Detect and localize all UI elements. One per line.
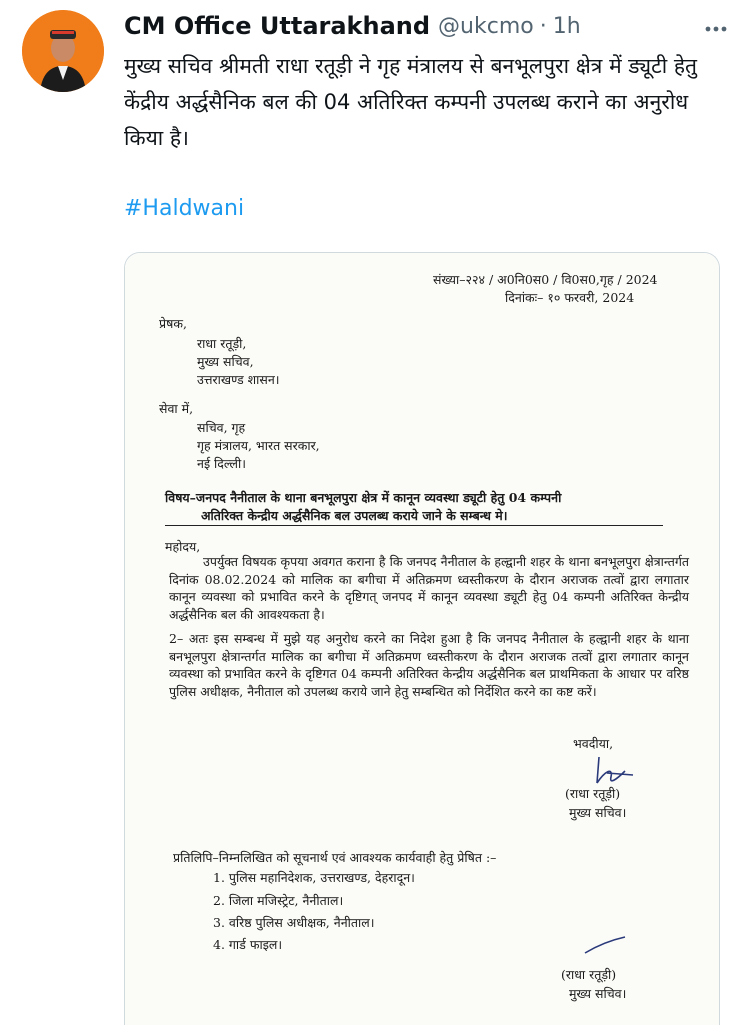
signature-title: मुख्य सचिव। [569, 805, 627, 820]
subject-line-1: विषय–जनपद नैनीताल के थाना बनभूलपुरा क्षेत्र में कानून व्यवस्था ड्यूटी हेतु 04 कम्पनी [165, 490, 562, 505]
author-name[interactable]: CM Office Uttarakhand [124, 12, 431, 40]
closing: भवदीया, [573, 736, 614, 751]
paragraph-1: उपर्युक्त विषयक कृपया अवगत कराना है कि जनपद नैनीताल के हल्द्वानी शहर के थाना बनभूलपुरा क्षेत्रान्तर्गत दिनांक 08.02.2024 को मालिक का बगीचा में अतिक्रमण ध्वस्तीकरण के दौरान अराजक तत्वों द्वारा लगातार कानून व्यवस्था को प्रभावित करने के दृष्टिगत् जनपद में कानून व्यवस्था ड्यूटी हेतु 04 कम्पनी अतिरिक्त केन्द्रीय अर्द्धसैनिक बल की आवश्यकता है। [169, 554, 689, 622]
copy-item: 2. जिला मजिस्ट्रेट, नैनीताल। [213, 893, 344, 908]
signature-title-2: मुख्य सचिव। [569, 986, 627, 1001]
from-label: प्रेषक, [159, 316, 187, 331]
copy-item: 1. पुलिस महानिदेशक, उत्तराखण्ड, देहरादून। [213, 870, 415, 885]
letter-reference: संख्या–२२४ / अ0नि0स0 / वि0स0,गृह / 2024 [433, 272, 658, 287]
copy-item: 4. गार्ड फाइल। [213, 937, 283, 952]
signature-name: (राधा रतूड़ी) [565, 786, 621, 801]
to-line-3: नई दिल्ली। [197, 456, 247, 471]
signature-mark [587, 753, 647, 789]
tweet-timestamp[interactable]: 1h [552, 13, 581, 39]
more-dots-icon [705, 25, 727, 33]
copy-heading: प्रतिलिपि–निम्नलिखित को सूचनार्थ एवं आवश्यक कार्यवाही हेतु प्रेषित :– [173, 850, 497, 865]
subject-underline [165, 525, 663, 526]
tweet-media-image[interactable] [124, 252, 720, 1025]
from-title: मुख्य सचिव, [197, 354, 254, 369]
paragraph-2: 2– अतः इस सम्बन्ध में मुझे यह अनुरोध करने का निदेश हुआ है कि जनपद नैनीताल के हल्द्वानी शहर के थाना बनभूलपुरा क्षेत्रान्तर्गत मालिक का बगीचा में अतिक्रमण ध्वस्तीकरण के दौरान अराजक तत्वों द्वारा लगातार कानून व्यवस्था को प्रभावित करने के दृष्टिगत 04 कम्पनी अतिरिक्त केन्द्रीय अर्द्धसैनिक बल प्राथमिकता के आधार पर वरिष्ठ पुलिस अधीक्षक, नैनीताल को उपलब्ध कराये जाने हेतु सम्बन्धित को निर्देशित करने का कष्ट करें। [169, 631, 689, 699]
profile-photo-icon [22, 10, 104, 92]
to-label: सेवा में, [159, 401, 194, 416]
from-name: राधा रतूड़ी, [197, 336, 247, 351]
to-line-1: सचिव, गृह [197, 420, 246, 435]
to-line-2: गृह मंत्रालय, भारत सरकार, [197, 438, 320, 453]
tweet-text: मुख्य सचिव श्रीमती राधा रतूड़ी ने गृह मंत्रालय से बनभूलपुरा क्षेत्र में ड्यूटी हेतु केंद्रीय अर्द्धसैनिक बल की 04 अतिरिक्त कम्पनी उपलब्ध कराने का अनुरोध किया है। [124, 54, 697, 150]
separator-dot: · [539, 13, 547, 39]
from-org: उत्तराखण्ड शासन। [197, 372, 280, 387]
letter-document [125, 253, 719, 1025]
more-options-button[interactable] [705, 18, 727, 26]
author-handle[interactable]: @ukcmo [438, 13, 534, 39]
signature-mark-2 [581, 933, 631, 959]
copy-item: 3. वरिष्ठ पुलिस अधीक्षक, नैनीताल। [213, 915, 375, 930]
tweet-header [124, 6, 729, 46]
subject-line-2: अतिरिक्त केन्द्रीय अर्द्धसैनिक बल उपलब्ध कराये जाने के सम्बन्ध मे। [201, 508, 508, 523]
hashtag-link[interactable]: #Haldwani [124, 196, 245, 221]
avatar[interactable] [22, 10, 104, 92]
letter-date: दिनांकः– १० फरवरी, 2024 [505, 290, 635, 305]
salutation: महोदय, [165, 539, 201, 554]
signature-name-2: (राधा रतूड़ी) [561, 967, 617, 982]
